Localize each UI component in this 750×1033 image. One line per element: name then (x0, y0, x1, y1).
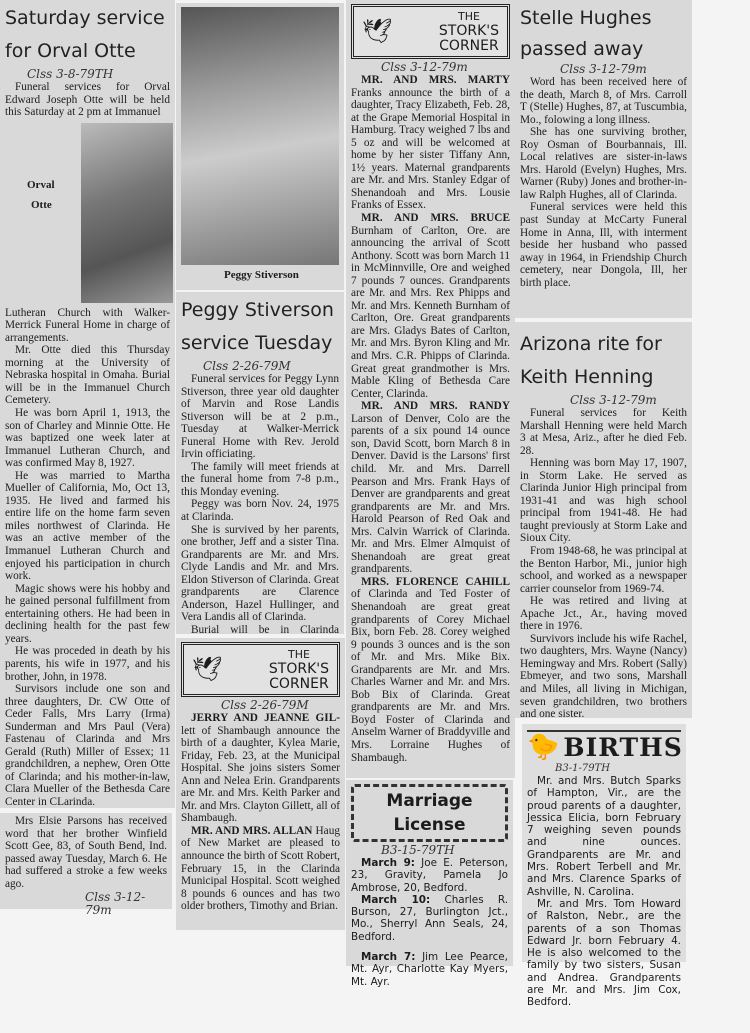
text: Joe E. Peterson, 23, Gravity, Pamela Jo Ambrose, 20, Bedford. (351, 857, 508, 894)
paragraph: He was retired and living at Apache Jct., Ar., having moved there in 1976. (520, 595, 687, 633)
paragraph: Magic shows were his hobby and he gained personal fulfillment from entertaining others. He had been in declining health for the past few years. (5, 582, 170, 645)
paragraph: She is survived by her parents, one brother, Jeff and a sister Tina. Grandparents are Mr. and Mrs. Clyde Landis and Mr. and Mrs. Eldon Stiverson of Clarinda. Great grandparents are Clarence Anderson, Hazel Hullinger, and Vera Landis all of Clarinda. (181, 523, 339, 624)
photo-caption: Peggy Stiverson (224, 269, 299, 281)
paragraph: Mr. Otte died this Thursday morning at the University of Nebraska hospital in Omaha. Burial will be in the Immanuel Church Cemetery. (5, 344, 170, 407)
announcement (181, 825, 340, 913)
handwritten-note: Clss 3-8-79TH (27, 67, 114, 81)
text: MRS. FLORENCE CAHILL (361, 575, 510, 588)
photo-label: Orval (27, 178, 55, 191)
text: Burnham of Carlton, Ore. are announcing the arrival of Scott Anthony. Scott was born March 11 in McMinnville, Ore and weighed 7 pounds 7 ounces. Grandparents are Mr. and Mrs. Rex Phipps and Mr. and Mrs. Kenneth Burnham of Carlton, Ore. Great grandparents are Mrs. Gladys Bates of Carlton, Mr. and Mrs. Byron Kling and Mr. and Mrs. C.R. Phipps of Clarinda. Great great grandmother is Mrs. Mable Kling of Bethesda Care Center, Clarinda. (351, 224, 510, 400)
text: March 7: (361, 951, 416, 964)
handwritten-note: Clss 3-12-79m (560, 62, 647, 76)
paragraph: Mr. and Mrs. Tom Howard of Ralston, Nebr., are the parents of a son Thomas Edward Jr. born February 4. He is also welcomed to the family by two sisters, Susan and Andrea. Grandparents are Mr. and Mrs. Jim Cox, Bedford. (527, 897, 681, 1009)
headline: Peggy Stiverson (181, 299, 334, 321)
hughes-obituary (515, 0, 692, 318)
paragraph: Burial will be in Clarinda (191, 623, 339, 636)
text: MR. AND MRS. ALLAN (191, 824, 313, 837)
paragraph: Peggy was born Nov. 24, 1975 at Clarinda. (181, 498, 339, 524)
paragraph: She has one surviving brother, Roy Osman of Bourbannais, Ill. Local relatives are sister-in-laws Mrs. Harold (Evelyn) Hughes, Mrs. Warner (Ruby) Jones and brother-in-law Ralph Hughes, all of Clarinda. (520, 126, 687, 201)
banner-text: CORNER (439, 38, 499, 54)
paragraph: Survivors include his wife Rachel, two daughters, Mrs. Wayne (Nancy) Hemingway and Mrs. Robert (Sally) Ebmeyer, and two sons, Marshall and Miles, all living in Michigan, seven grandchildren, two brothers and one sister. (520, 632, 687, 721)
births-banner (527, 730, 681, 762)
child-photo (181, 7, 339, 265)
text: Franks announce the birth of a daughter, Tracy Elizabeth, Feb. 28, at the Grape Memorial Hospital in Hamburg. Tracy weighed 7 lbs and 5 oz and will be welcomed at home by her sister Tiffany Ann, 1½ years. Maternal grandparents are Mr. and Mrs. Stanley Edgar of Shenandoah and Mrs. Lousie Franks of Essex. (351, 86, 510, 212)
text: Larson of Denver, Colo are the parents of a six pound 14 ounce son, David Scott, born March 8 in Denver. David is the Larsons' first child. Mr. and Mrs. Darrell Pearson and Mrs. Frank Hays of Denver are grandparents and great grandparents are Mr. and Mrs. Harold Pearson of Red Oak and Mrs. Calvin Warrick of Clarinda. Mr. and Mrs. Elmer Almquist of Shenandoah are great great grandparents. (351, 412, 510, 576)
peggy-obituary (176, 292, 344, 634)
photo-label: Otte (31, 198, 52, 211)
announcement (351, 212, 510, 400)
headline: Arizona rite for (520, 333, 662, 355)
storks-corner-banner (181, 642, 340, 697)
handwritten-note: Clss 2-26-79M (221, 698, 309, 712)
marriage-license (346, 780, 513, 988)
headline: Saturday service (5, 7, 165, 29)
handwritten-note: Clss 3-12-79m (570, 393, 657, 407)
license-entry (351, 951, 508, 988)
handwritten-note: Clss 2-26-79M (203, 359, 291, 373)
paragraph: Funeral services for Keith Marshall Henning were held March 3 at Mesa, Ariz., after he died Feb. 28. (520, 407, 687, 457)
photo-block (5, 119, 170, 307)
headline: for Orval Otte (5, 40, 136, 62)
storks-corner-feb (176, 638, 345, 930)
paragraph: Funeral services for Peggy Lynn Stiverson, three year old daughter of Marvin and Rose Landis Stiverson will be at 2 p.m., Tuesday at Walker-Merrick Funeral Home with Rev. Jerold Irvin officiating. (181, 373, 339, 461)
paragraph: He was married to Martha Mueller of California, Mo, Oct 13, 1935. He lived and farmed his entire life on the home farm seven miles northwest of Clarinda. He was an active member of the Immanuel Lutheran Church and enjoyed his participation in church work. (5, 469, 170, 583)
handwritten-note: Clss 3-12-79m (85, 890, 146, 918)
storks-corner-march (346, 0, 515, 778)
text: lett of Shambaugh announce the birth of a daughter, Kylea Marie, Friday, Feb. 23, at the Municipal Hospital. She joins sisters Somer Ann and Nelea Erin. Grandparents are Mr. and Mrs. Keith Parker and Mr. and Mrs. Clayton Gillett, all of Shambaugh. (181, 724, 340, 825)
otte-obituary (0, 0, 175, 808)
duck-icon: 🐤 (527, 732, 560, 761)
peggy-photo-clipping (176, 3, 344, 290)
stork-icon: 🕊 (192, 657, 223, 683)
handwritten-note: B3-1-79TH (555, 763, 610, 774)
banner-text: Marriage (386, 791, 473, 811)
text: March 9: (361, 857, 415, 869)
paragraph: Funeral services for Orval Edward Joseph Otte will be held this Saturday at 2 pm at Immanuel (5, 81, 170, 119)
paragraph: The family will meet friends at the funeral home from 7-8 p.m., this Monday evening. (181, 460, 339, 498)
banner-text: STORK'S (438, 23, 499, 39)
license-entry (351, 894, 508, 943)
handwritten-note: Clss 3-12-79m (381, 60, 468, 74)
banner-text: CORNER (269, 676, 329, 692)
text: Charles R. Burson, 27, Burlington Jct., Mo., Sherryl Ann Seals, 24, Bedford. (351, 893, 508, 943)
announcement (181, 712, 340, 825)
headline: Stelle Hughes (520, 7, 652, 29)
text: March 10: (361, 893, 431, 906)
announcement (351, 400, 510, 576)
text: MR. AND MRS. BRUCE (361, 212, 510, 225)
headline: passed away (520, 38, 644, 60)
paragraph: Henning was born May 17, 1907, in Storm Lake. He served as Clarinda Junior High principal from 1931-41 and was high school principal from 1941-48. He had taught previously at Storm Lake and Sioux City. (520, 457, 687, 545)
text: MR. AND MRS. MARTY (361, 74, 510, 86)
henning-obituary (515, 322, 692, 721)
storks-corner-banner (351, 4, 510, 59)
license-entry (351, 857, 508, 894)
banner-text: STORK'S (268, 661, 329, 677)
paragraph: He was born April 1, 1913, the son of Charley and Minnie Otte. He was baptized one week later at Immanuel Lutheran Church, and was confirmed May 8, 1927. (5, 407, 170, 470)
banner-text: BIRTHS (563, 733, 683, 762)
text: JERRY AND JEANNE GIL- (191, 712, 340, 724)
marriage-banner (351, 784, 508, 842)
paragraph: Lutheran Church with Walker-Merrick Funeral Home in charge of arrangements. (5, 306, 170, 344)
paragraph: He was proceded in death by his parents, his wife in 1977, and his brother, John, in 1978. (5, 645, 170, 683)
banner-text: THE (287, 648, 310, 661)
text: Haug of New Market are pleased to announce the birth of Scott Robert, February 15, in the Clarinda Municipal Hospital. Scott weighed 8 pounds 6 ounces and has two older brothers, Timothy and Brian. (181, 824, 340, 913)
paragraph: From 1948-68, he was principal at the Benton Harbor, Mi., junior high school, and worked as a newspaper carrier counselor from 1969-74. (520, 545, 687, 595)
paragraph: Funeral services were held this past Sunday at McCarty Funeral Home in Anna, Ill, with interment beside her husband who passed away in 1964, in Friendship Church cemetery, near Dongola, Ill, her birth place. (520, 201, 687, 289)
parsons-notice (0, 813, 172, 918)
paragraph: Mrs Elsie Parsons has received word that her brother Winfield Scott Gee, 83, of South Bend, Ind. passed away Tuesday, March 6. He had suffered a stroke a few weeks ago. (5, 815, 167, 890)
paragraph: Mr. and Mrs. Butch Sparks of Hampton, Vir., are the proud parents of a daughter, Jessica Elicia, born February 7 weighing seven pounds and nine ounces. Grandparents are Mr. and Mrs. Robert Terbell and Mr. and Mrs. Clarence Sparks of Ashville, N. Carolina. (527, 775, 681, 898)
text: Jim Lee Pearce, Mt. Ayr, Charlotte Kay Myers, Mt. Ayr. (351, 951, 508, 988)
text: MR. AND MRS. RANDY (361, 400, 510, 413)
announcement (351, 74, 510, 212)
paragraph: Word has been received here of the death, March 8, of Mrs. Carroll T (Stelle) Hughes, 87, at Tuscumbia, Mo., folowing a long illness. (520, 76, 687, 126)
banner-text: THE (457, 10, 480, 23)
stork-icon: 🕊 (362, 19, 393, 45)
text: of Clarinda and Ted Foster of Shenandoah are great great grandparents of Corey Michael Bix, born Feb. 28. Corey weighed 9 pounds 3 ounces and is the son of Mr. and Mrs. Mike Bix. Grandparents are Mr. and Mrs. Charles Warner and Mr. and Mrs. Bob Bix of Clarinda. Great grandparents are Mr. and Mrs. Boyd Foster of Clarinda and Anselm Warner of Braddyville and Mrs. Lorraine Hughes of Shambaugh. (351, 588, 510, 764)
headline: Keith Henning (520, 366, 654, 388)
announcement (351, 576, 510, 764)
births-column (522, 724, 686, 1009)
handwritten-note: B3-15-79TH (381, 843, 455, 857)
paragraph: Survisors include one son and three daughters, Dr. CW Otte of Ceder Falls, Mrs Larry (Irma) Sunderman and Mrs Paul (Vera) Fastenau of Clarinda and Mrs Gerald (Ruth) Miller of Essex; 11 grandchildren, a nephew, Oren Otte of Clarinda; and his mother-in-law, Clara Mueller of the Bethesda Care Center in CLarinda. (5, 683, 170, 808)
banner-text: License (393, 815, 466, 835)
headline: service Tuesday (181, 332, 333, 354)
portrait-photo (81, 123, 173, 303)
